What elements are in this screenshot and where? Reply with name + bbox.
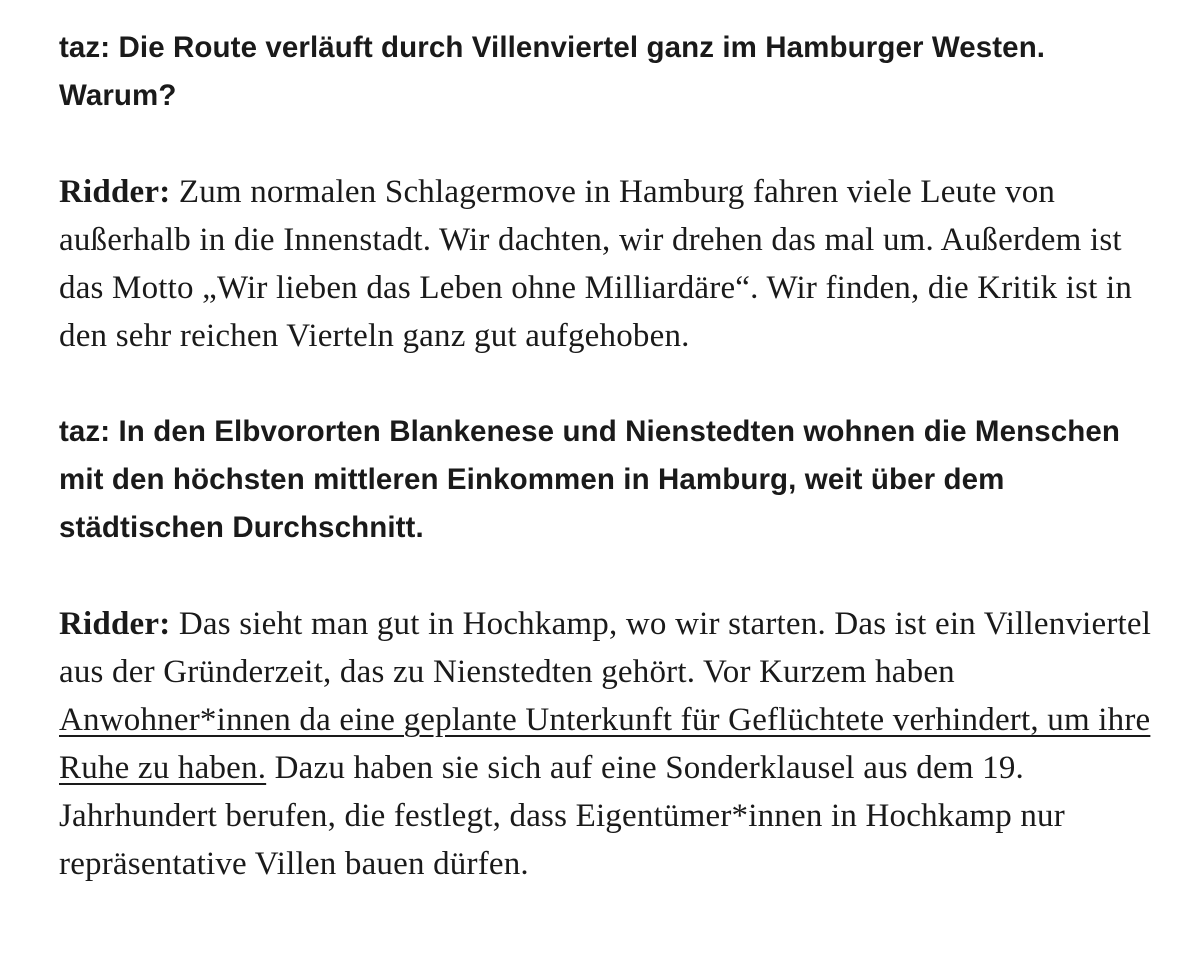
- answer-text: Zum normalen Schlagermove in Hamburg fahren viele Leute von außerhalb in die Innenstadt. Wir dachten, wir drehen das mal um. Außerdem ist das Motto „Wir lieben das Leben ohne Milliardäre“. Wir finden, die Kritik ist in den sehr reichen Vierteln ganz gut aufgehoben.: [59, 174, 1133, 354]
- question-text: In den Elbvororten Blankenese und Nienstedten wohnen die Menschen mit den höchsten mittleren Einkommen in Hamburg, weit über dem städtischen Durchschnitt.: [59, 415, 1120, 544]
- answer-text-before-link: Das sieht man gut in Hochkamp, wo wir starten. Das ist ein Villenviertel aus der Gründerzeit, das zu Nienstedten gehört. Vor Kurzem haben: [59, 606, 1152, 690]
- refugee-shelter-article-link[interactable]: Anwohner*innen da eine geplante Unterkunft für Geflüchtete verhindert, um ihre Ruhe zu haben.: [59, 702, 1151, 786]
- interview-question-1: [59, 24, 1159, 120]
- article-body: [59, 24, 1159, 936]
- question-text: Die Route verläuft durch Villenviertel ganz im Hamburger Westen. Warum?: [59, 31, 1046, 112]
- question-speaker: taz:: [59, 31, 111, 64]
- interview-question-2: [59, 408, 1159, 552]
- answer-text-after-link: Dazu haben sie sich auf eine Sonderklausel aus dem 19. Jahrhundert berufen, die festlegt, dass Eigentümer*innen in Hochkamp nur repräsentative Villen bauen dürfen.: [59, 750, 1065, 882]
- interview-answer-2: [59, 600, 1159, 888]
- interview-answer-1: [59, 168, 1159, 360]
- answer-speaker: Ridder:: [59, 606, 171, 642]
- answer-speaker: Ridder:: [59, 174, 171, 210]
- question-speaker: taz:: [59, 415, 111, 448]
